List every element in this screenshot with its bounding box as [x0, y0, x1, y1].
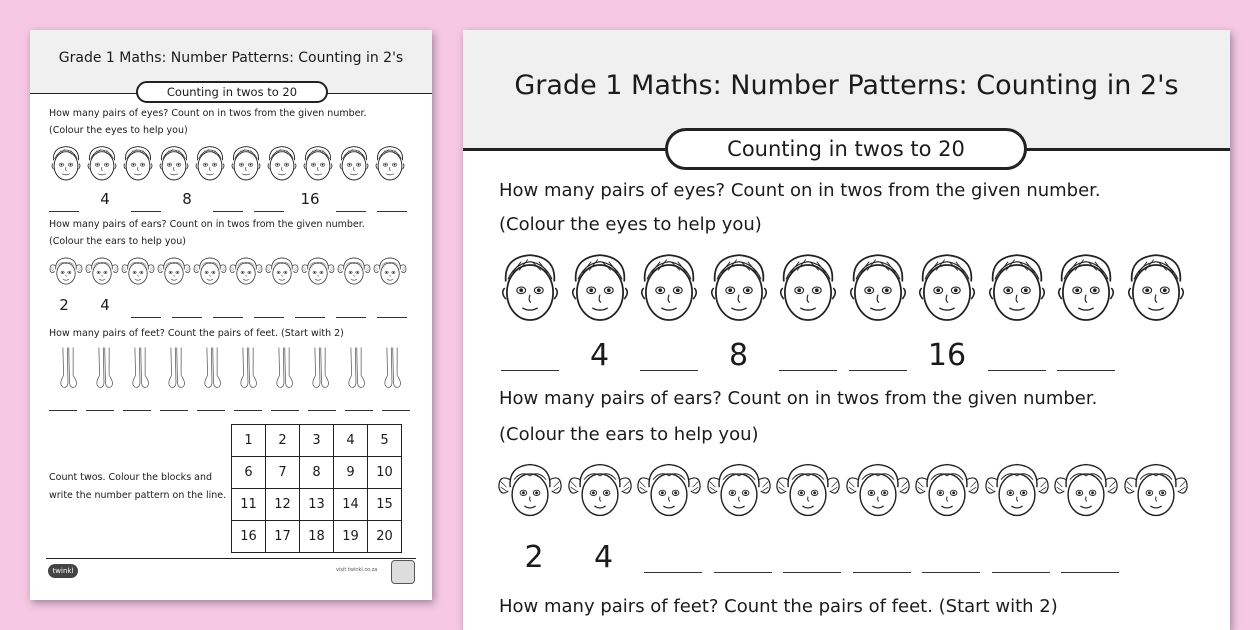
- boy-face-icon: [497, 246, 563, 328]
- grid-cell[interactable]: 8: [300, 457, 334, 489]
- feet-icon: [87, 346, 121, 390]
- girl-face-icon: [984, 458, 1050, 522]
- grid-cell[interactable]: 10: [368, 457, 402, 489]
- page-title: Grade 1 Maths: Number Patterns: Counting in 2's: [58, 50, 404, 66]
- answer-blank[interactable]: [783, 572, 841, 573]
- grid-cell[interactable]: 14: [334, 489, 368, 521]
- grid-cell[interactable]: 2: [266, 425, 300, 457]
- question-eyes: How many pairs of eyes? Count on in twos from the given number.: [499, 180, 1101, 201]
- answer-number: 16: [300, 190, 320, 208]
- twinkl-badge-icon: [391, 560, 415, 584]
- answer-blank[interactable]: [213, 211, 243, 212]
- answer-blank[interactable]: [336, 211, 366, 212]
- girl-face-icon: [1123, 458, 1189, 522]
- grid-cell[interactable]: 1: [232, 425, 266, 457]
- boy-face-icon: [193, 143, 227, 183]
- answer-blank[interactable]: [49, 211, 79, 212]
- answer-blank[interactable]: [254, 211, 284, 212]
- answer-blank[interactable]: [992, 572, 1050, 573]
- boy-face-icon: [1123, 246, 1189, 328]
- grid-cell[interactable]: 12: [266, 489, 300, 521]
- answer-blank[interactable]: [123, 410, 151, 411]
- worksheet-thumbnail: [30, 30, 432, 600]
- feet-icon: [51, 346, 85, 390]
- answer-blank[interactable]: [988, 370, 1046, 371]
- answer-blank[interactable]: [234, 410, 262, 411]
- answer-blank[interactable]: [213, 317, 243, 318]
- girl-face-icon: [193, 254, 227, 288]
- answer-blank[interactable]: [172, 317, 202, 318]
- grid-cell[interactable]: 6: [232, 457, 266, 489]
- girl-face-icon: [1053, 458, 1119, 522]
- answer-blank[interactable]: [714, 572, 772, 573]
- answer-number: 16: [927, 338, 967, 373]
- answer-blank[interactable]: [640, 370, 698, 371]
- section-subtitle: Counting in twos to 20: [665, 128, 1027, 170]
- question-eyes-hint: (Colour the eyes to help you): [499, 214, 762, 235]
- page-title: Grade 1 Maths: Number Patterns: Counting in 2's: [514, 70, 1179, 101]
- feet-icon: [123, 346, 157, 390]
- grid-cell[interactable]: 4: [334, 425, 368, 457]
- boy-face-icon: [49, 143, 83, 183]
- girl-face-icon: [775, 458, 841, 522]
- answer-number: 4: [100, 190, 110, 208]
- boy-face-icon: [85, 143, 119, 183]
- feet-icon: [195, 346, 229, 390]
- boy-face-icon: [121, 143, 155, 183]
- boy-face-icon: [265, 143, 299, 183]
- boy-face-icon: [914, 246, 980, 328]
- grid-cell[interactable]: 11: [232, 489, 266, 521]
- answer-blank[interactable]: [131, 317, 161, 318]
- boy-face-icon: [301, 143, 335, 183]
- grid-cell[interactable]: 9: [334, 457, 368, 489]
- feet-icon: [267, 346, 301, 390]
- answer-blank[interactable]: [271, 410, 299, 411]
- boy-faces-row: [49, 143, 409, 183]
- girl-face-icon: [265, 254, 299, 288]
- worksheet-zoomed: [463, 30, 1230, 630]
- answer-blank[interactable]: [295, 317, 325, 318]
- boy-face-icon: [636, 246, 702, 328]
- answer-blank[interactable]: [197, 410, 225, 411]
- girl-face-icon: [121, 254, 155, 288]
- answer-blank[interactable]: [1061, 572, 1119, 573]
- answer-blank[interactable]: [254, 317, 284, 318]
- section-subtitle: Counting in twos to 20: [136, 81, 328, 103]
- question-eyes: How many pairs of eyes? Count on in twos from the given number.: [49, 108, 367, 119]
- boy-face-icon: [567, 246, 633, 328]
- grid-cell[interactable]: 18: [300, 521, 334, 553]
- answer-number: 2: [524, 540, 544, 575]
- answer-number: 2: [59, 296, 69, 314]
- answer-blank[interactable]: [1057, 370, 1115, 371]
- answer-blank[interactable]: [853, 572, 911, 573]
- answer-blank[interactable]: [501, 370, 559, 371]
- girl-face-icon: [157, 254, 191, 288]
- answer-number: 4: [593, 540, 614, 575]
- boy-face-icon: [706, 246, 772, 328]
- girl-face-icon: [845, 458, 911, 522]
- feet-icon: [339, 346, 373, 390]
- answer-blank[interactable]: [86, 410, 114, 411]
- answer-blank[interactable]: [308, 410, 336, 411]
- girl-face-icon: [49, 254, 83, 288]
- grid-cell[interactable]: 5: [368, 425, 402, 457]
- answer-blank[interactable]: [779, 370, 837, 371]
- boy-face-icon: [775, 246, 841, 328]
- girl-face-icon: [914, 458, 980, 522]
- answer-blank[interactable]: [336, 317, 366, 318]
- answer-blank[interactable]: [922, 572, 980, 573]
- boy-face-icon: [984, 246, 1050, 328]
- question-feet: How many pairs of feet? Count the pairs of feet. (Start with 2): [49, 328, 344, 339]
- girl-face-icon: [85, 254, 119, 288]
- answer-blank[interactable]: [345, 410, 373, 411]
- grid-cell[interactable]: 17: [266, 521, 300, 553]
- twinkl-logo: twinkl: [48, 564, 78, 578]
- grid-cell[interactable]: 20: [368, 521, 402, 553]
- question-ears-hint: (Colour the ears to help you): [49, 236, 186, 247]
- grid-cell[interactable]: 19: [334, 521, 368, 553]
- question-ears: How many pairs of ears? Count on in twos from the given number.: [49, 219, 365, 230]
- question-ears: How many pairs of ears? Count on in twos from the given number.: [499, 388, 1098, 409]
- boy-face-icon: [845, 246, 911, 328]
- grid-cell[interactable]: 3: [300, 425, 334, 457]
- answer-blank[interactable]: [377, 317, 407, 318]
- girl-face-icon: [497, 458, 563, 522]
- girl-faces-row: [49, 254, 409, 288]
- feet-icon: [303, 346, 337, 390]
- boy-face-icon: [373, 143, 407, 183]
- grid-instruction-line2: write the number pattern on the line.: [49, 490, 227, 501]
- number-grid: [231, 424, 402, 553]
- answer-blank[interactable]: [49, 410, 77, 411]
- feet-row: [51, 346, 411, 390]
- answer-number: 8: [182, 190, 192, 208]
- boy-face-icon: [157, 143, 191, 183]
- girl-faces-row: [497, 458, 1192, 522]
- answer-blank[interactable]: [131, 211, 161, 212]
- boy-face-icon: [1053, 246, 1119, 328]
- answer-number: 4: [589, 338, 610, 373]
- grid-cell[interactable]: 16: [232, 521, 266, 553]
- girl-face-icon: [706, 458, 772, 522]
- grid-instruction-line1: Count twos. Colour the blocks and: [49, 472, 213, 483]
- footer-url: visit twinkl.co.za: [336, 567, 378, 573]
- girl-face-icon: [373, 254, 407, 288]
- girl-face-icon: [229, 254, 263, 288]
- girl-face-icon: [636, 458, 702, 522]
- girl-face-icon: [337, 254, 371, 288]
- boy-faces-row: [497, 246, 1192, 328]
- answer-blank[interactable]: [849, 370, 907, 371]
- answer-blank[interactable]: [377, 211, 407, 212]
- question-feet: How many pairs of feet? Count the pairs of feet. (Start with 2): [499, 596, 1058, 617]
- grid-cell[interactable]: 7: [266, 457, 300, 489]
- girl-face-icon: [567, 458, 633, 522]
- boy-face-icon: [337, 143, 371, 183]
- answer-blank[interactable]: [382, 410, 410, 411]
- answer-blank[interactable]: [160, 410, 188, 411]
- answer-number: 4: [100, 296, 110, 314]
- question-eyes-hint: (Colour the eyes to help you): [49, 125, 188, 136]
- feet-icon: [159, 346, 193, 390]
- feet-icon: [231, 346, 265, 390]
- grid-cell[interactable]: 13: [300, 489, 334, 521]
- girl-face-icon: [301, 254, 335, 288]
- boy-face-icon: [229, 143, 263, 183]
- grid-cell[interactable]: 15: [368, 489, 402, 521]
- answer-blank[interactable]: [644, 572, 702, 573]
- answer-number: 8: [728, 338, 749, 373]
- question-ears-hint: (Colour the ears to help you): [499, 424, 759, 445]
- feet-icon: [375, 346, 409, 390]
